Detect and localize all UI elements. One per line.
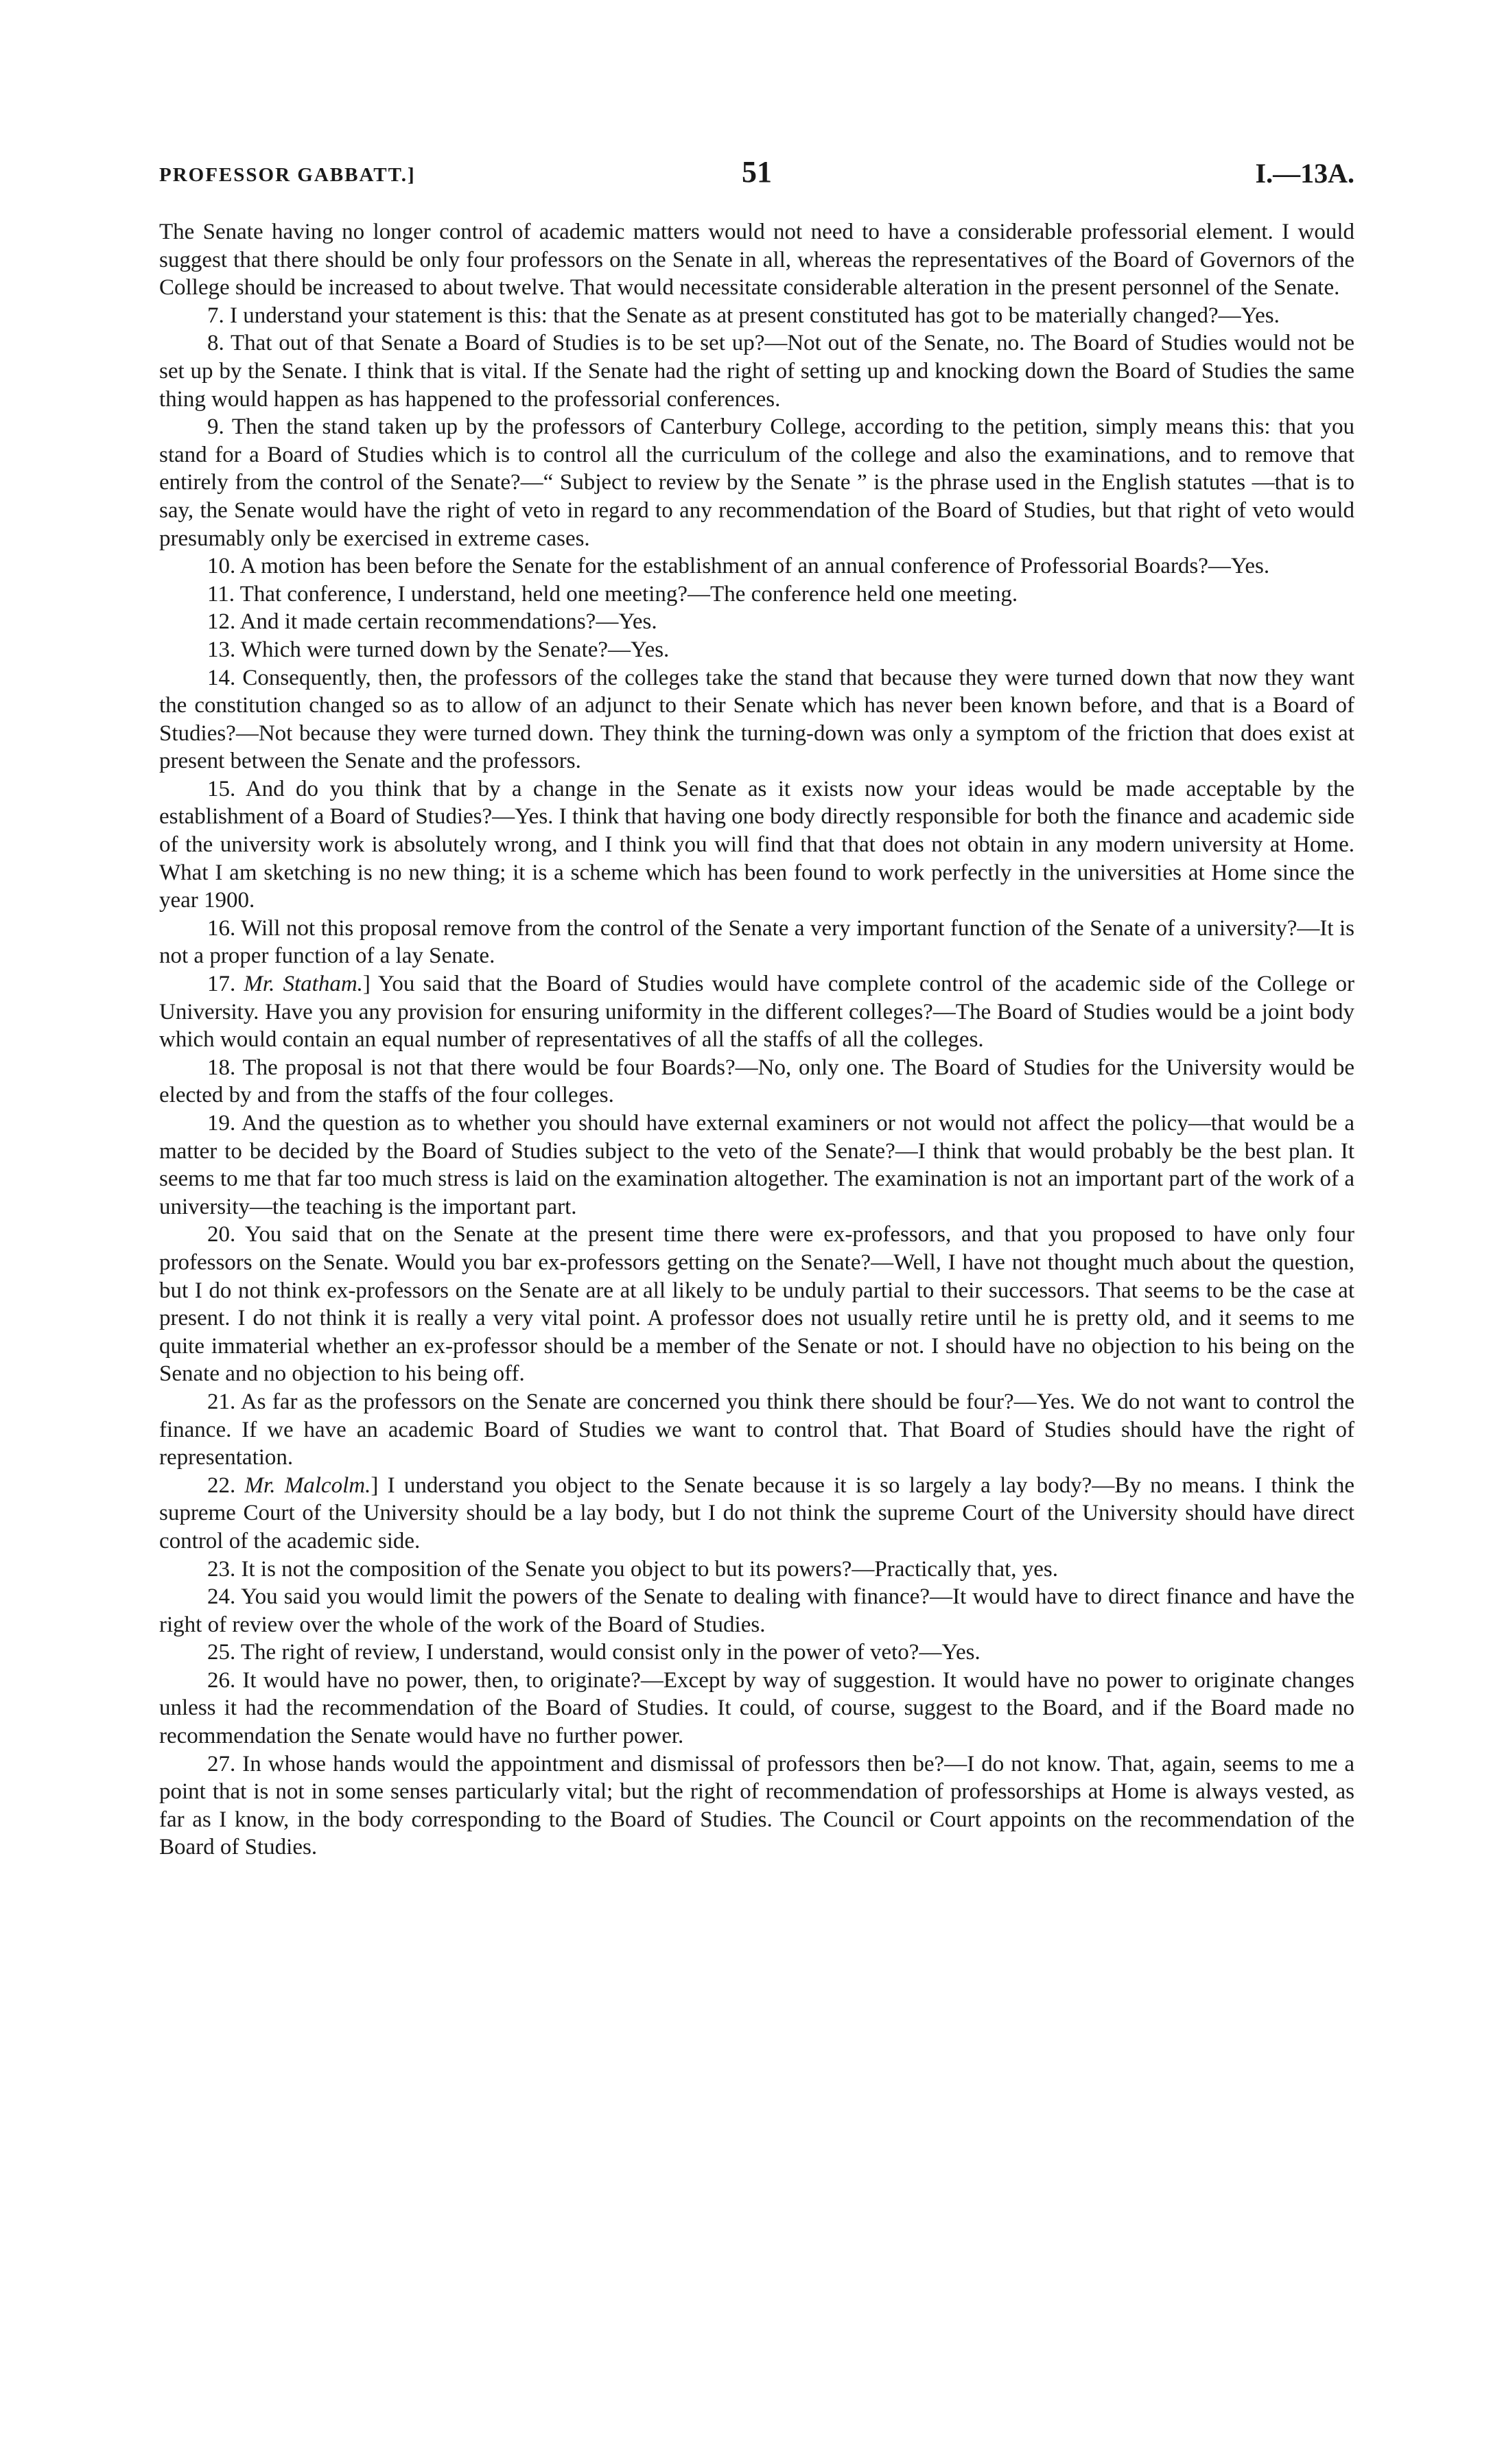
question-25: 25. The right of review, I understand, would consist only in the power of veto?—Yes. (207, 1640, 981, 1665)
question-13: 13. Which were turned down by the Senate?—Yes. (207, 637, 670, 662)
question-24: 24. You said you would limit the powers of the Senate to dealing with finance?—It would have to direct finance and have the right of review over the whole of the work of the Board of Studies. (159, 1584, 1354, 1637)
question-21: 21. As far as the professors on the Senate are concerned you think there should be four?—Yes. We do not want to control the finance. If we have an academic Board of Studies we want to control that. That Board of Studies should have the right of representation. (159, 1389, 1354, 1470)
question-12: 12. And it made certain recommendations?—Yes. (207, 609, 657, 635)
question-text: ] You said that the Board of Studies would have complete control of the academic side of the College or University. Have you any provision for ensuring uniformity in the different colleges?—The Board of Studies would be a joint body which would contain an equal number of representatives of all the staffs of all the colleges. (159, 972, 1355, 1053)
question-16: 16. Will not this proposal remove from the control of the Senate a very important function of the Senate of a university?—It is not a proper function of a lay Senate. (159, 915, 1354, 969)
page-number: 51 (742, 155, 772, 189)
document-code: I.—13A. (1255, 158, 1354, 189)
speaker-name: Mr. Malcolm. (244, 1472, 371, 1498)
question-19: 19. And the question as to whether you should have external examiners or not would not affect the policy—that would be a matter to be decided by the Board of Studies subject to the veto of the Senate?—I think that would probably be the best plan. It seems to me that far too much stress is laid on the examination altogether. The examination is not an important part of the work of a university—the teaching is the important part. (159, 1111, 1354, 1219)
question-7: 7. I understand your statement is this: that the Senate as at present constituted has got to be materially changed?—Yes. (207, 303, 1280, 328)
page-header (159, 154, 1354, 196)
question-27: 27. In whose hands would the appointment and dismissal of professors then be?—I do not know. That, again, seems to me a point that is not in some senses particularly vital; but the right of recommendation of professorships at Home is always vested, as far as I know, in the body corresponding to the Board of Studies. The Council or Court appoints on the recommendation of the Board of Studies. (159, 1751, 1354, 1860)
question-22 (159, 1472, 1354, 1556)
question-18: 18. The proposal is not that there would be four Boards?—No, only one. The Board of Studies for the University would be elected by and from the staffs of the four colleges. (159, 1055, 1354, 1108)
question-17 (159, 970, 1354, 1054)
question-number: 22. (207, 1472, 236, 1498)
question-23: 23. It is not the composition of the Senate you object to but its powers?—Practically that, yes. (207, 1556, 1059, 1582)
question-26: 26. It would have no power, then, to originate?—Except by way of suggestion. It would have no power to originate changes unless it had the recommendation of the Board of Studies. It could, of course, suggest to the Board, and if the Board made no recommendation the Senate would have no further power. (159, 1667, 1354, 1749)
question-14: 14. Consequently, then, the professors of the colleges take the stand that because they were turned down that now they want the constitution changed so as to allow of an adjunct to their Senate which has never been known before, and that is a Board of Studies?—Not because they were turned down. They think the turning-down was only a symptom of the friction that does exist at present between the Senate and the professors. (159, 665, 1354, 774)
evidence-text (159, 218, 1354, 1862)
running-head: PROFESSOR GABBATT.] (159, 164, 416, 186)
question-text: ] I understand you object to the Senate because it is so largely a lay body?—By no means. I think the supreme Court of the University should be a lay body, but I do not think the supreme Court of the University should have direct control of the academic side. (159, 1472, 1355, 1553)
question-11: 11. That conference, I understand, held one meeting?—The conference held one meeting. (207, 581, 1018, 607)
question-15: 15. And do you think that by a change in the Senate as it exists now your ideas would be made acceptable by the establishment of a Board of Studies?—Yes. I think that having one body directly responsible for both the finance and academic side of the university work is absolutely wrong, and I think you will find that that does not obtain in any modern university at Home. What I am sketching is no new thing; it is a scheme which has been found to work perfectly in the universities at Home since the year 1900. (159, 776, 1354, 913)
question-10: 10. A motion has been before the Senate for the establishment of an annual conference of Professorial Boards?—Yes. (207, 554, 1270, 579)
question-20: 20. You said that on the Senate at the present time there were ex-professors, and that you proposed to have only four professors on the Senate. Would you bar ex-professors getting on the Senate?—Well, I have not thought much about the question, but I do not think ex-professors on the Senate are at all likely to be unduly partial to their successors. That seems to be the case at present. I do not think it is really a very vital point. A professor does not usually retire until he is pretty old, and it seems to me quite immaterial whether an ex-professor should be a member of the Senate or not. I should have no objection to his being on the Senate and no objection to his being off. (159, 1222, 1354, 1387)
question-number: 17. (207, 972, 236, 997)
paragraph-continuation: The Senate having no longer control of academic matters would not need to have a considerable professorial element. I would suggest that there should be only four professors on the Senate in all, whereas the representatives of the Board of Governors of the College should be increased to about twelve. That would necessitate considerable alteration in the present personnel of the Senate. (159, 220, 1354, 301)
question-9: 9. Then the stand taken up by the professors of Canterbury College, according to the petition, simply means this: that you stand for a Board of Studies which is to control all the curriculum of the college and also the examinations, and to remove that entirely from the control of the Senate?—“ Subject to review by the Senate ” is the phrase used in the English statutes —that is to say, the Senate would have the right of veto in regard to any recommendation of the Board of Studies, but that right of veto would presumably only be exercised in extreme cases. (159, 414, 1354, 551)
speaker-name: Mr. Statham. (244, 972, 363, 997)
question-8: 8. That out of that Senate a Board of Studies is to be set up?—Not out of the Senate, no. The Board of Studies would not be set up by the Senate. I think that is vital. If the Senate had the right of setting up and knocking down the Board of Studies the same thing would happen as has happened to the professorial conferences. (159, 331, 1354, 412)
